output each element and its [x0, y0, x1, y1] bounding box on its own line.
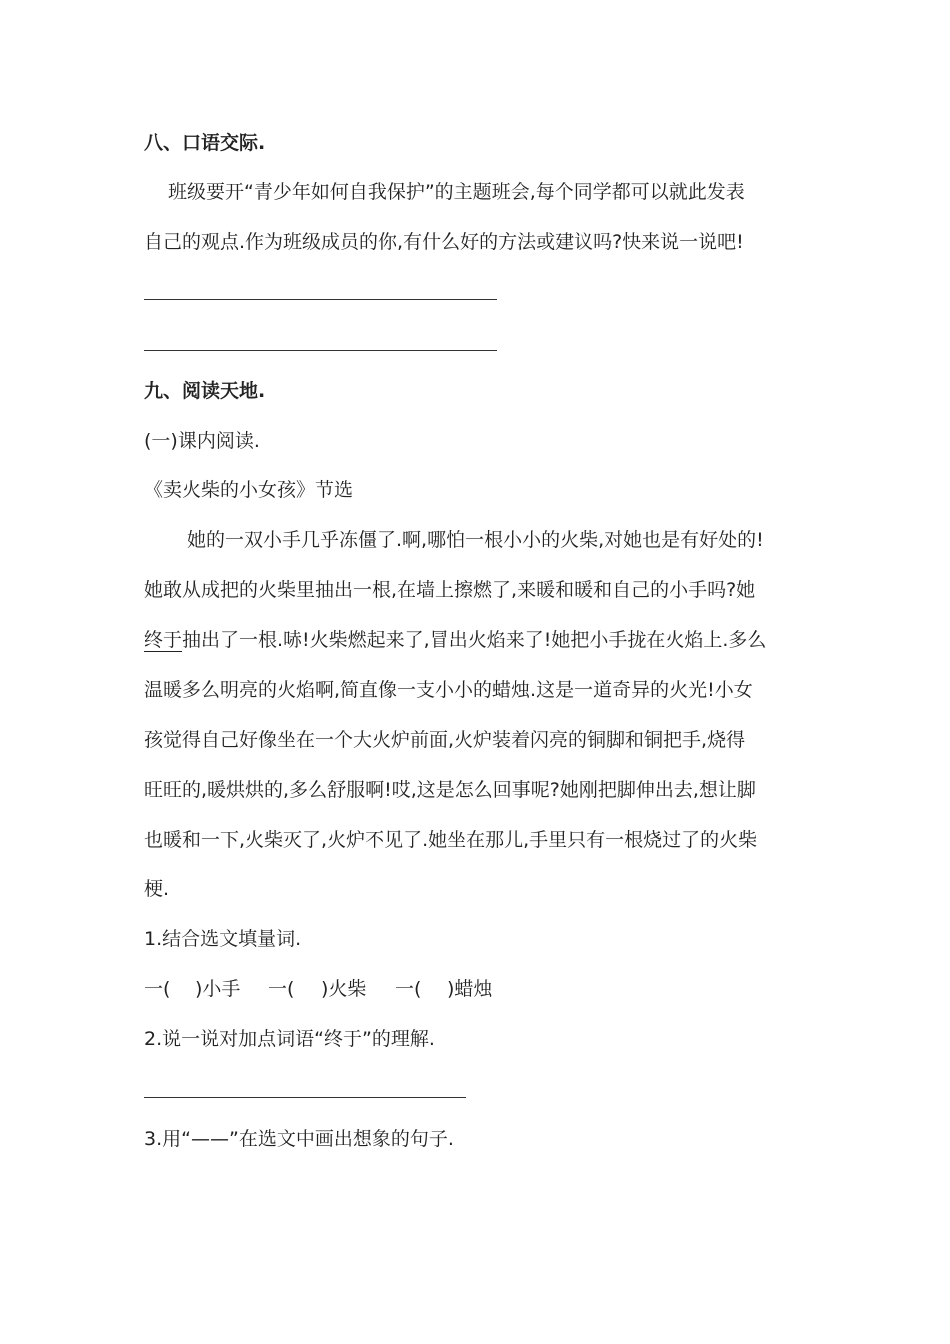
q1-blank-2-input[interactable] — [297, 976, 315, 1002]
passage-line-3 — [144, 627, 766, 653]
question-3: 3.用“——”在选文中画出想象的句子. — [144, 1128, 454, 1150]
q1-blank-1-input[interactable] — [173, 976, 191, 1002]
q1-blank-1-close: )小手 — [195, 978, 241, 1000]
section-8-answer-line-2[interactable] — [144, 350, 497, 351]
section-8-answer-line-1[interactable] — [144, 299, 497, 300]
question-1: 1.结合选文填量词. — [144, 928, 302, 950]
section-9-subheading: (一)课内阅读. — [144, 430, 260, 452]
underlined-word-zhongyu: 终于 — [144, 629, 183, 651]
q1-blank-2-open: 一( — [268, 978, 295, 1000]
passage-line-5: 孩觉得自己好像坐在一个大火炉前面,火炉装着闪亮的铜脚和铜把手,烧得 — [144, 729, 746, 751]
section-8-heading: 八、口语交际. — [144, 132, 266, 154]
passage-line-8: 梗. — [144, 878, 170, 900]
passage-title: 《卖火柴的小女孩》节选 — [144, 479, 354, 501]
section-8-prompt-line-2: 自己的观点.作为班级成员的你,有什么好的方法或建议吗?快来说一说吧! — [144, 231, 744, 253]
passage-line-3-rest: 抽出了一根.哧!火柴燃起来了,冒出火焰来了!她把小手拢在火焰上.多么 — [182, 629, 767, 651]
q1-blank-2-close: )火柴 — [321, 978, 367, 1000]
passage-line-7: 也暖和一下,火柴灭了,火炉不见了.她坐在那儿,手里只有一根烧过了的火柴 — [144, 829, 758, 851]
passage-line-6: 旺旺的,暖烘烘的,多么舒服啊!哎,这是怎么回事呢?她刚把脚伸出去,想让脚 — [144, 779, 756, 801]
question-2: 2.说一说对加点词语“终于”的理解. — [144, 1028, 435, 1050]
section-9-heading: 九、阅读天地. — [144, 380, 266, 402]
q1-blank-3-input[interactable] — [424, 976, 442, 1002]
passage-line-1: 她的一双小手几乎冻僵了.啊,哪怕一根小小的火柴,对她也是有好处的! — [187, 529, 764, 551]
passage-line-4: 温暖多么明亮的火焰啊,简直像一支小小的蜡烛.这是一道奇异的火光!小女 — [144, 679, 753, 701]
q1-blank-3-close: )蜡烛 — [447, 978, 493, 1000]
q1-blank-1-open: 一( — [144, 978, 171, 1000]
q2-answer-line[interactable] — [144, 1097, 466, 1098]
passage-line-2: 她敢从成把的火柴里抽出一根,在墙上擦燃了,来暖和暖和自己的小手吗?她 — [144, 579, 756, 601]
section-8-prompt-line-1: 班级要开“青少年如何自我保护”的主题班会,每个同学都可以就此发表 — [168, 181, 745, 203]
q1-blank-3-open: 一( — [395, 978, 422, 1000]
